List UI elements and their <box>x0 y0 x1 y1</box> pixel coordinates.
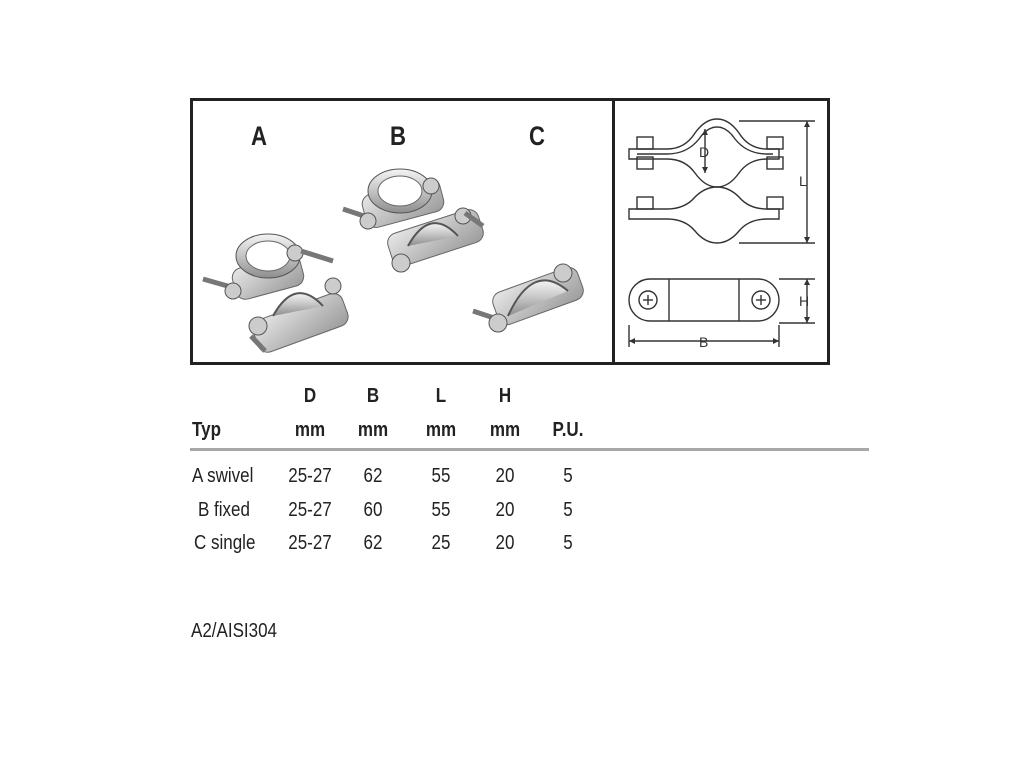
material-note: A2/AISI304 <box>191 620 278 642</box>
row-pu: 5 <box>563 532 573 554</box>
row-b: 60 <box>363 499 383 521</box>
row-typ: A swivel <box>192 465 254 487</box>
header-divider <box>190 448 869 451</box>
row-d: 25-27 <box>288 499 332 521</box>
clamp-c-photo <box>473 264 586 332</box>
header-b-label: B <box>366 385 380 407</box>
row-pu: 5 <box>563 499 573 521</box>
header-l-label: L <box>435 385 447 407</box>
row-h: 20 <box>495 499 515 521</box>
header-d-unit: mm <box>294 419 326 441</box>
dimension-drawing <box>615 101 827 362</box>
row-h: 20 <box>495 532 515 554</box>
header-h-unit: mm <box>489 419 521 441</box>
header-pu: P.U. <box>552 419 584 441</box>
row-l: 55 <box>431 465 451 487</box>
row-l: 55 <box>431 499 451 521</box>
dim-label-h: H <box>799 293 810 309</box>
row-d: 25-27 <box>288 465 332 487</box>
header-h-label: H <box>498 385 512 407</box>
row-typ: C single <box>194 532 256 554</box>
clamp-b-photo <box>343 169 486 272</box>
product-photo-panel <box>193 101 615 362</box>
row-h: 20 <box>495 465 515 487</box>
row-d: 25-27 <box>288 532 332 554</box>
dim-label-b: B <box>699 334 709 350</box>
dim-label-l: L <box>799 173 807 189</box>
row-l: 25 <box>431 532 451 554</box>
clamp-a-photo <box>203 234 351 355</box>
row-b: 62 <box>363 532 383 554</box>
bottom-clamp-outline <box>629 187 779 243</box>
product-figure <box>190 98 830 365</box>
row-typ: B fixed <box>198 499 250 521</box>
row-pu: 5 <box>563 465 573 487</box>
header-b-unit: mm <box>357 419 389 441</box>
variant-label-a: A <box>251 121 267 151</box>
row-b: 62 <box>363 465 383 487</box>
header-typ: Typ <box>192 419 221 441</box>
technical-drawing-panel <box>615 101 827 362</box>
variant-label-b: B <box>390 121 406 151</box>
dim-label-d: D <box>699 144 710 160</box>
header-d-label: D <box>303 385 317 407</box>
variant-label-c: C <box>529 121 545 151</box>
header-l-unit: mm <box>425 419 457 441</box>
